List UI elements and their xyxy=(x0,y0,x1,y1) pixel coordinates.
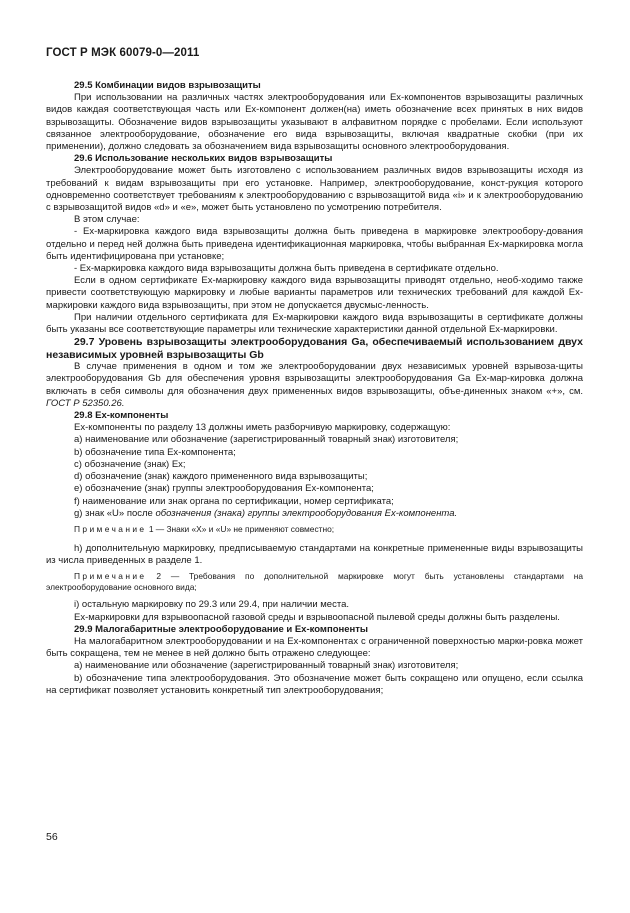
document-header: ГОСТ Р МЭК 60079-0—2011 xyxy=(46,47,200,59)
list-item xyxy=(46,508,583,520)
list-item: a) наименование или обозначение (зарегистрированный товарный знак) изготовителя; xyxy=(74,434,459,446)
paragraph-text: В случае применения в одном и том же электрооборудовании двух независимых уровней взрывоза-щиты электрооборудования Gb для обеспечения уровня взрывозащиты электрооборудования Ga Ex-мар-кировка должна включать в себя символы для обозначения двух примененных видов взрывозащиты, объе-диненных знаком «+», см. xyxy=(46,361,583,397)
note-text: 1 — Знаки «X» и «U» не применяют совместно; xyxy=(148,523,335,534)
list-item: f) наименование или знак органа по сертификации, номер сертификата; xyxy=(74,495,394,507)
note-text: 2 — Требования по дополнительной маркировке могут быть установлены стандартами на электрооборудование основного вида; xyxy=(46,571,584,593)
note xyxy=(46,524,583,535)
list-item: d) обозначение (знак) каждого примененного вида взрывозащиты; xyxy=(74,471,368,483)
list-item: h) дополнительную маркировку, предписываемую стандартами на конкретные примененные виды взрывозащиты из числа приведенных в разделе 1. xyxy=(46,542,583,567)
page-content xyxy=(46,80,583,697)
list-item: a) наименование или обозначение (зарегистрированный товарный знак) изготовителя; xyxy=(74,660,459,672)
paragraph: При использовании на различных частях электрооборудования или Ex-компонентов взрывозащиты различных видов каждая соответствующая часть или Ex-компонент должен(на) иметь обозначение всех принятых в них видов взрывозащиты. Обозначение видов взрывозащиты указывают в алфавитном порядке с пробелами. Если используют связанное электрооборудование, обозначение его вида взрывозащиты, включая квадратные скобки (при их применении), должно следовать за обозначением вида взрывозащиты основного электрооборудования. xyxy=(46,92,583,153)
note-label: Примечание xyxy=(74,523,147,534)
note-label: Примечание xyxy=(74,571,147,582)
note xyxy=(46,571,583,593)
paragraph xyxy=(46,361,583,410)
section-heading-29-6: 29.6 Использование нескольких видов взрывозащиты xyxy=(74,153,333,165)
page-number: 56 xyxy=(46,831,58,843)
paragraph: Электрооборудование может быть изготовлено с использованием различных видов взрывозащиты исходя из требований к видам взрывозащиты при его установке. Например, электрооборудование, конст-рукция которого одновременно соответствует требованиям к электрооборудованию с взрывозащитой вида «i» и к электрооборудованию с взрывозащитой видов «d» и «e», может быть установлено по усмотрению потребителя. xyxy=(46,165,583,214)
list-item: b) обозначение типа электрооборудования. Это обозначение может быть сокращено или опущено, если ссылка на сертификат позволяет установить конкретный тип электрооборудования; xyxy=(46,672,583,696)
list-item: i) остальную маркировку по 29.3 или 29.4, при наличии места. xyxy=(74,599,350,611)
paragraph: Ex-компоненты по разделу 13 должны иметь разборчивую маркировку, содержащую: xyxy=(74,422,451,434)
list-item: - Ex-маркировка каждого вида взрывозащиты должна быть приведена в маркировке электрообору-дования отдельно и перед ней должна быть приведена идентификационная маркировка, чтобы выбранная Ex-маркировка могла быть идентифицирована при установке; xyxy=(46,226,583,262)
list-item: - Ex-маркировка каждого вида взрывозащиты должна быть приведена в сертификате отдельно. xyxy=(74,263,499,275)
section-heading-29-5: 29.5 Комбинации видов взрывозащиты xyxy=(74,80,261,91)
list-item: e) обозначение (знак) группы электрооборудования Ex-компонента; xyxy=(74,483,374,495)
list-item: b) обозначение типа Ex-компонента; xyxy=(74,446,236,458)
paragraph: В этом случае: xyxy=(74,214,140,226)
standard-reference: ГОСТ Р 52350.26. xyxy=(46,397,125,409)
section-heading-29-7: 29.7 Уровень взрывозащиты электрооборудования Ga, обеспечиваемый использованием двух независимых уровней взрывозащиты Gb xyxy=(46,336,583,361)
list-item-text: g) знак «U» после xyxy=(74,507,156,519)
section-heading-29-8: 29.8 Ex-компоненты xyxy=(74,410,169,422)
paragraph: На малогабаритном электрооборудовании и на Ex-компонентах с ограниченной поверхностью марки-ровка может быть сокращена, тем не менее в ней должно быть отражено следующее: xyxy=(46,635,583,660)
paragraph: При наличии отдельного сертификата для Ex-маркировки каждого вида взрывозащиты в сертификате должны быть указаны все соответствующие параметры или технические характеристики данной отдельной Ex-маркировки. xyxy=(46,311,583,336)
section-heading-29-9: 29.9 Малогабаритные электрооборудование и Ex-компоненты xyxy=(74,623,369,635)
list-item: c) обозначение (знак) Ex; xyxy=(74,458,186,470)
paragraph: Если в одном сертификате Ex-маркировку каждого вида взрывозащиты приводят отдельно, необ-ходимо также привести соответствующую маркировку и любые варианты параметров или технических требований для каждой Ex-маркировки каждого вида взрывозащиты, при этом не допускается двусмыс-ленность. xyxy=(46,275,583,311)
paragraph: Ex-маркировки для взрывоопасной газовой среды и взрывоопасной пылевой среды должны быть разделены. xyxy=(74,611,560,623)
list-item-italic-text: обозначения (знака) группы электрооборудования Ex-компонента. xyxy=(155,507,458,519)
